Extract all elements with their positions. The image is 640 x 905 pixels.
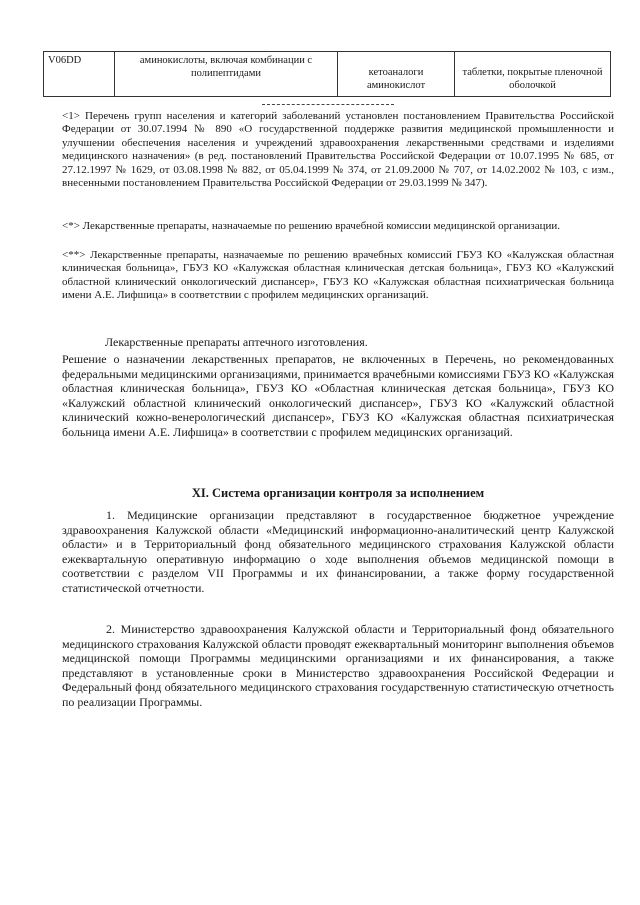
pharmacy-note: Лекарственные препараты аптечного изготовления. [105,335,368,349]
section-paragraph-2: 2. Министерство здравоохранения Калужской области и Территориальный фонд обязательного медицинского страхования Калужской области проводят ежеквартальный мониторинг выполнения объемов медицинской помощи Программы медицинскими организациями и их финансирования, а также представляют в установленные сроки в Министерство здравоохранения Российской Федерации и Федеральный фонд обязательного медицинского страхования государственную статистическую отчетность по реализации Программы. [62,622,614,709]
footnote-1: <1> Перечень групп населения и категорий заболеваний установлен постановлением Правительства Российской Федерации от 30.07.1994 № 890 «О государственной поддержке развития медицинской промышленности и улучшении обеспечения населения и учреждений здравоохранения лекарственными средствами и изделиями медицинского назначения» (в ред. постановлений Правительства Российской Федерации от 10.07.1995 № 685, от 27.12.1997 № 1629, от 03.08.1998 № 882, от 05.04.1999 № 374, от 21.09.2000 № 707, от 14.02.2002 № 103, с изм., внесенными постановлением Правительства Российской Федерации от 29.03.1999 № 347). [62,110,614,190]
table-row [44,52,611,97]
atc-code-cell: V06DD [44,52,115,97]
section-paragraph-1: 1. Медицинские организации представляют в государственное бюджетное учреждение здравоохранения Калужской области «Медицинский информационно-аналитический центр Калужской области» и в Территориальный фонд обязательного медицинского страхования Калужской области ежеквартальную оперативную информацию о ходе выполнения объемов медицинской помощи в соответствии с разделом VII Программы и их финансировании, а также форму государственной статистической отчетности. [62,508,614,595]
drug-table [43,51,611,97]
footnote-double-asterisk: <**> Лекарственные препараты, назначаемые по решению врачебных комиссий ГБУЗ КО «Калужская областная клиническая больница», ГБУЗ КО «Калужская областная клиническая детская больница», ГБУЗ КО «Калужский областной клинический онкологический диспансер», ГБУЗ КО «Калужская областная психиатрическая больница имени А.Е. Лифшица» в соответствии с профилем медицинских организаций. [62,249,614,302]
dosage-form-cell: таблетки, покрытые пленочной оболочкой [455,52,611,97]
footnote-separator [262,104,394,105]
section-title: XI. Система организации контроля за исполнением [191,486,485,500]
footnote-asterisk: <*> Лекарственные препараты, назначаемые по решению врачебной комиссии медицинской организации. [62,220,560,232]
substance-cell: кетоаналоги аминокислот [338,52,455,97]
group-cell: аминокислоты, включая комбинации с полипептидами [115,52,338,97]
decision-paragraph: Решение о назначении лекарственных препаратов, не включенных в Перечень, но рекомендованных федеральными медицинскими организациями, принимается врачебными комиссиями ГБУЗ КО «Калужская областная клиническая больница», ГБУЗ КО «Областная клиническая детская больница», ГБУЗ КО «Калужский областной клинический онкологический диспансер», ГБУЗ КО «Калужский областной клинический кожно-венерологический диспансер», ГБУЗ КО «Калужская областная психиатрическая больница имени А.Е. Лифшица» в соответствии с профилем медицинских организаций. [62,352,614,439]
